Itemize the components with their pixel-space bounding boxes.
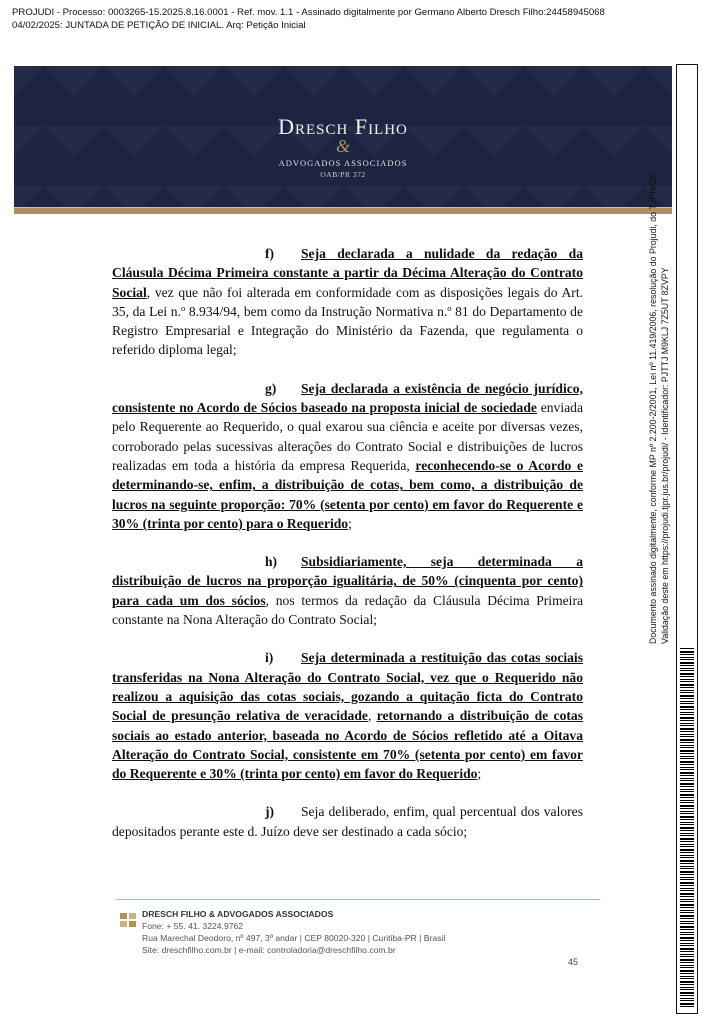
barcode (680, 648, 694, 1008)
request-item-i (112, 648, 583, 783)
banner-gold-strip (14, 208, 672, 214)
header-stamp-line2: 04/02/2025: JUNTADA DE PETIÇÃO DE INICIAL. Arq: Petição Inicial (12, 20, 306, 31)
footer-phone: Fone: + 55. 41. 3224.9762 (142, 921, 244, 931)
firm-logo-name: Dresch Filho (278, 114, 408, 139)
request-item-g (112, 379, 583, 533)
page-number: 45 (568, 957, 579, 967)
request-item-f (112, 244, 583, 360)
letterhead-banner (14, 66, 672, 214)
footer-address: Rua Marechal Deodoro, nº 497, 3º andar | CEP 80020-320 | Curitiba-PR | Brasil (142, 933, 446, 943)
firm-logo-oab: OAB/PR 372 (320, 170, 366, 179)
body-text: ; (477, 766, 482, 782)
request-item-j (112, 802, 583, 841)
petition-body (112, 244, 583, 860)
footer-contact (142, 908, 602, 956)
footer-divider (116, 899, 600, 900)
bold-underlined-text: reconhecendo-se o Acordo e determinando-se, enfim, a distribuição de cotas, bem como, a distribuição de lucros na seguinte proporção: 70% (setenta por cento) em favor do Requerente e 30% (trinta por cento) para o Requerido (112, 457, 583, 531)
body-text: Seja deliberado, enfim, qual percentual dos valores depositados perante este d. Juízo deve ser destinado a cada sócio; (112, 804, 583, 839)
body-text: , vez que não foi alterada em conformidade com as disposições legais do Art. 35, da Lei n.º 8.934/94, bem como da Instrução Normativa n.º 81 do Departamento de Registro Empresarial e Integração do Ministério da Fazenda, que regulamenta o referido diploma legal; (112, 284, 583, 358)
firm-logo-subtitle: ADVOGADOS ASSOCIADOS (278, 158, 408, 168)
request-item-h (112, 552, 583, 629)
footer-firm-name: DRESCH FILHO & ADVOGADOS ASSOCIADOS (142, 909, 334, 919)
bold-underlined-text: retornando a distribuição de cotas sociais ao estado anterior, baseada no Acordo de Sócios refletido até a Oitava Alteração do Contrato Social, consistente em 70% (setenta por cento) em favor do Requerente e 30% (trinta por cento) em favor do Requerido (112, 708, 583, 782)
body-text: enviada pelo Requerente ao Requerido, o qual exarou sua ciência e aceite por diversas vezes, corroborado pelas sucessivas alterações do Contrato Social e distribuições de lucros realizadas em toda a história da empresa Requerida, (112, 400, 583, 473)
bold-underlined-text: Seja declarada a existência de negócio jurídico, consistente no Acordo de Sócios baseado na proposta inicial de sociedade (112, 380, 583, 416)
header-stamp-line1: PROJUDI - Processo: 0003265-15.2025.8.16.0001 - Ref. mov. 1.1 - Assinado digitalmente por Germano Alberto Dresch Filho:24458945068 (12, 7, 605, 18)
item-label: h) (265, 554, 278, 570)
body-text: ; (348, 515, 352, 531)
bold-underlined-text: Seja determinada a restituição das cotas sociais transferidas na Nona Alteração do Contrato Social, vez que o Requerido não realizou a aquisição das cotas sociais, gozando a quitação ficta do Contrato Social de presunção relativa de veracidade (112, 650, 583, 724)
item-label: g) (265, 380, 277, 396)
firm-logo-ampersand: & (335, 136, 350, 156)
bold-underlined-text: Subsidiariamente, seja determinada a distribuição de lucros na proporção igualitária, de 50% (cinquenta por cento) para cada um dos sócios (112, 554, 583, 608)
signature-stamp-line1: Documento assinado digitalmente, conforme MP nº 2.200-2/2001, Lei nº 11.419/2006, resolução do Projudi, do TJPR/OE (648, 172, 658, 644)
footer-site-email: Site: dreschfilho.com.br | e-mail: controladoria@dreschfilho.com.br (142, 945, 396, 955)
body-text: , nos termos da redação da Cláusula Décima Primeira constante na Nona Alteração do Contrato Social; (112, 592, 584, 628)
bold-underlined-text: Seja declarada a nulidade da redação da Cláusula Décima Primeira constante a partir da Décima Alteração do Contrato Social (112, 246, 583, 300)
body-text: , (367, 708, 377, 724)
header-stamp (12, 6, 652, 32)
item-label: f) (265, 246, 275, 261)
item-label: j) (265, 804, 275, 820)
footer-logo-squares-icon (120, 913, 138, 927)
item-label: i) (265, 650, 274, 666)
signature-stamp-line2: Validação deste em https://projudi.tjpr.jus.br/projudi/ - Identificador: PJTTJ M9KLJ 7Z5UT 8ZVPY (660, 267, 670, 644)
